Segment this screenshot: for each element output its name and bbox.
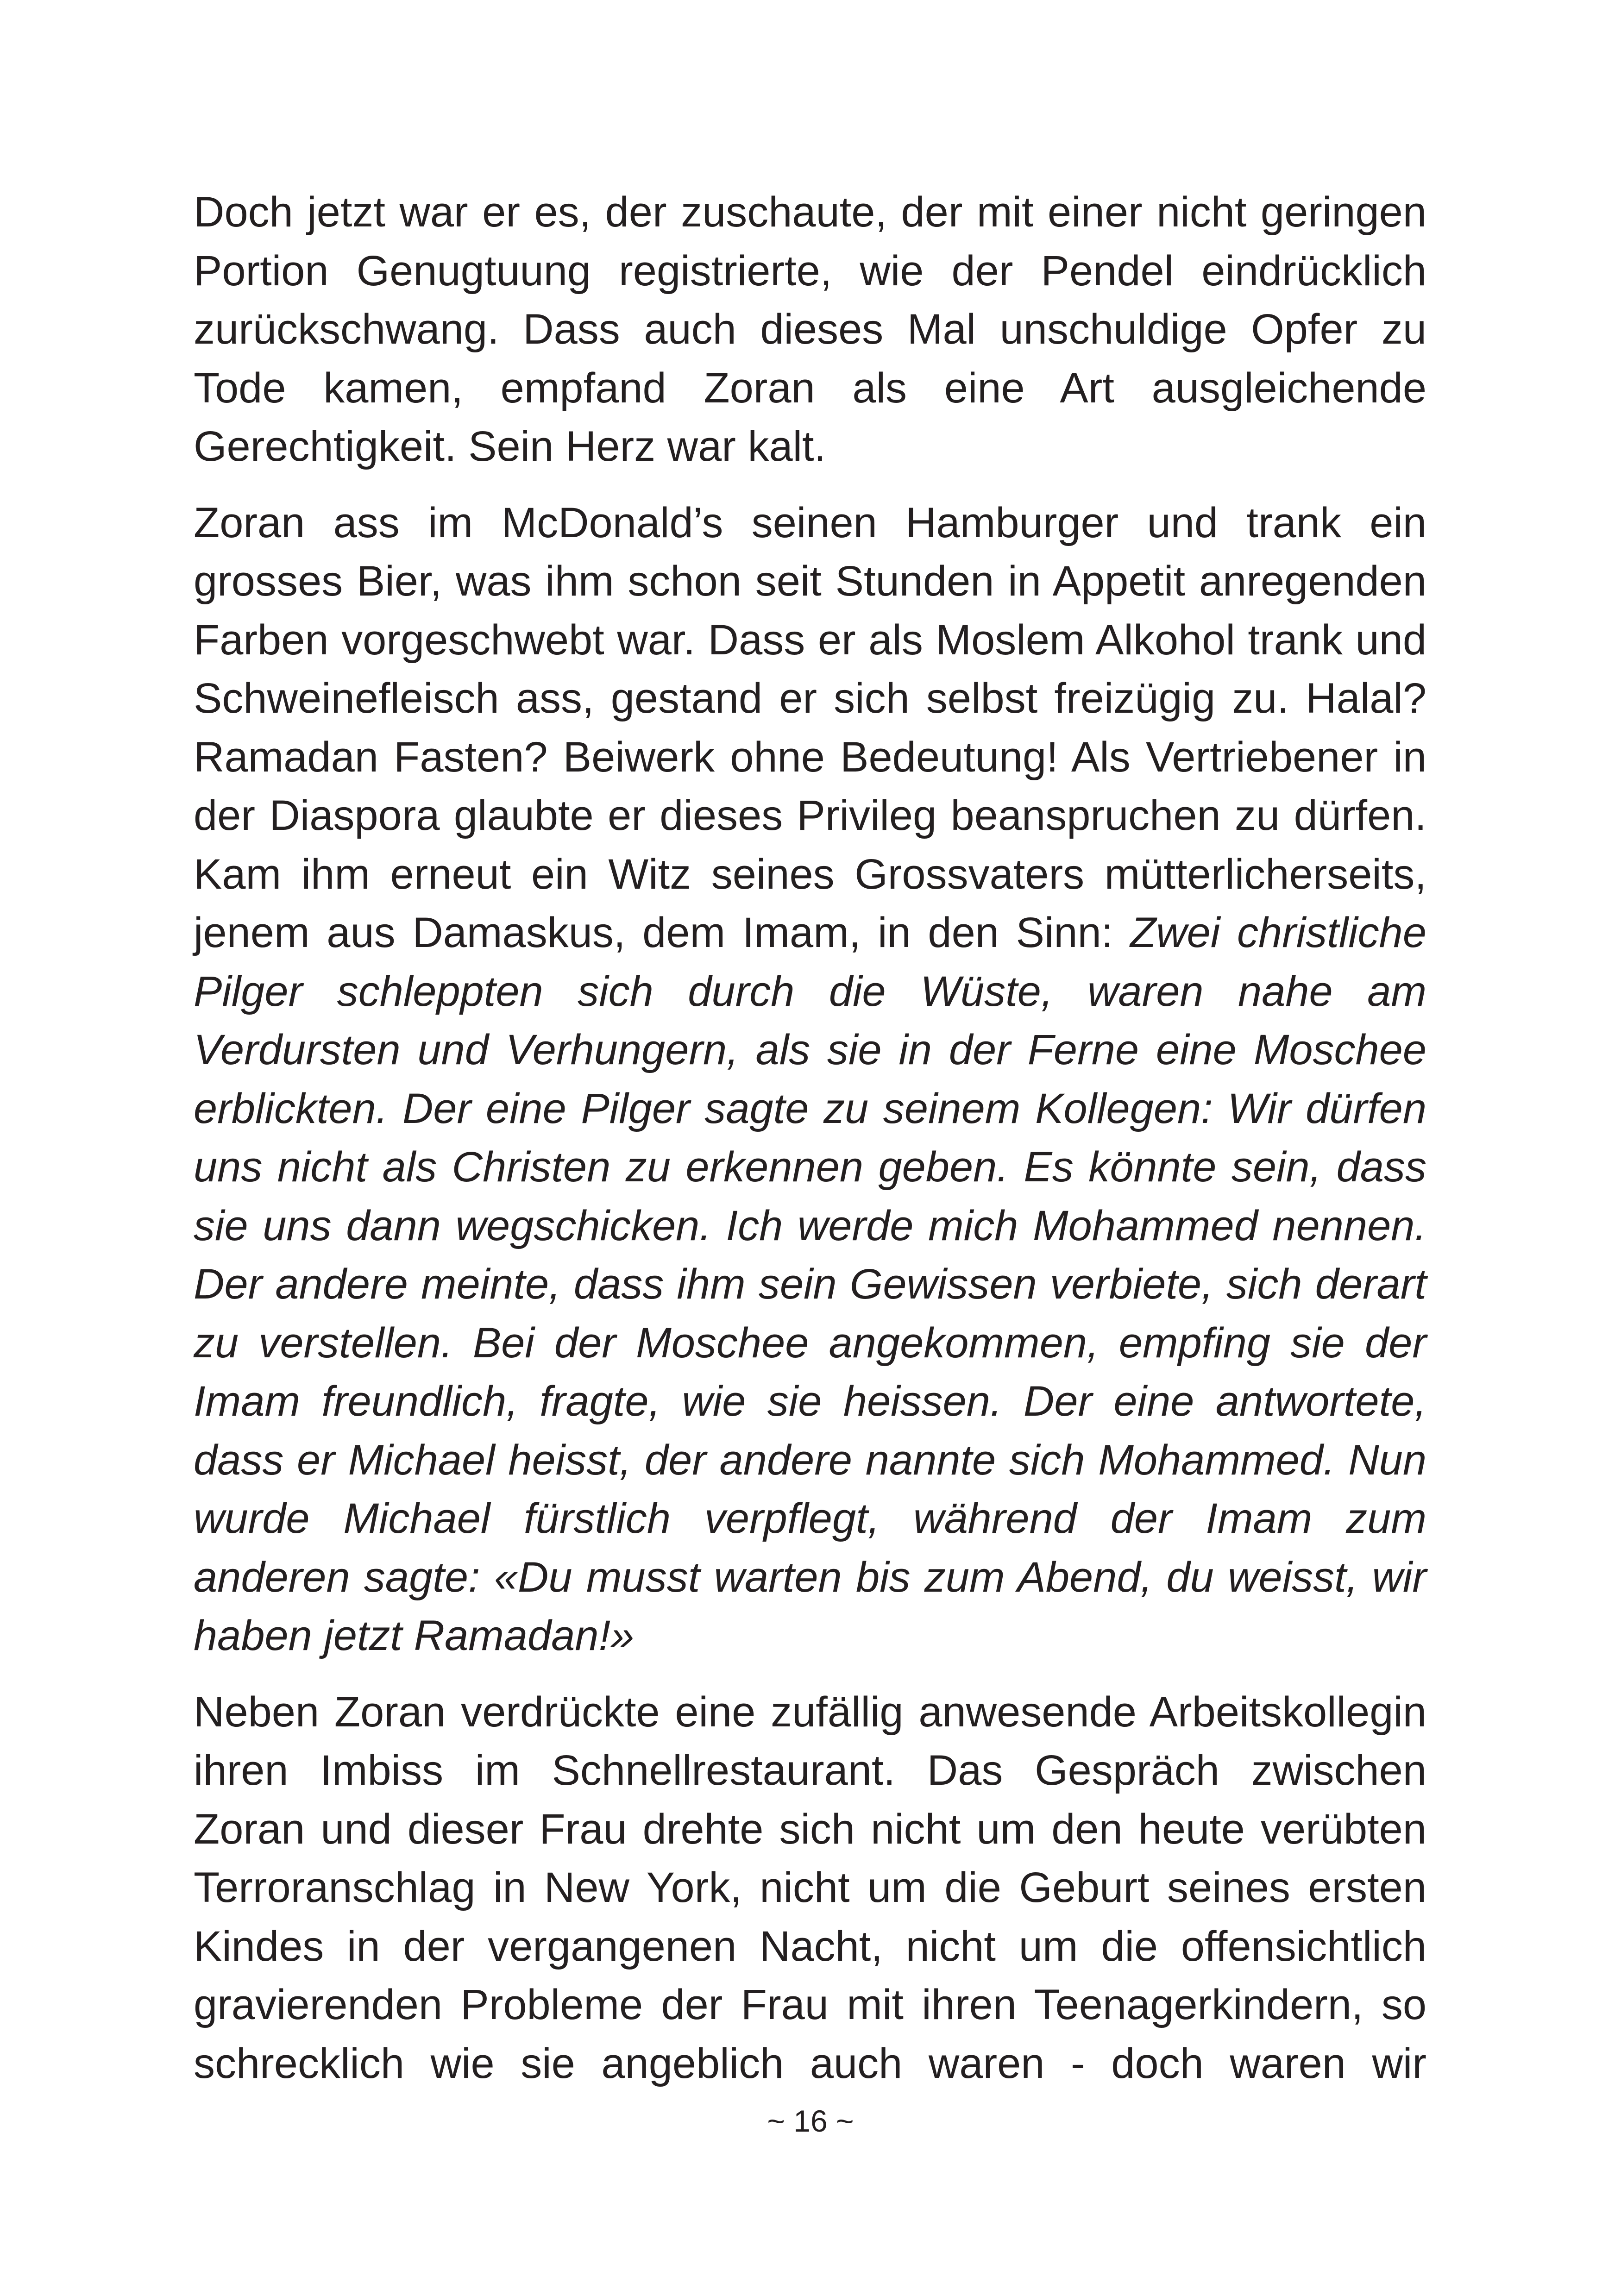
page-number: ~ 16 ~ xyxy=(767,2104,854,2138)
paragraph-2-joke-italic: Zwei christliche Pilger schleppten sich durch die Wüste, waren nahe am Verdursten und Verhungern, als sie in der Ferne eine Moschee erblickten. Der eine Pilger sagte zu seinem Kollegen: Wir dürfen uns nicht als Christen zu erkennen geben. Es könnte sein, dass sie uns dann wegschicken. Ich werde mich Mohammed nennen. Der andere meinte, dass ihm sein Gewissen verbiete, sich derart zu verstellen. Bei der Moschee angekommen, empfing sie der Imam freundlich, fragte, wie sie heissen. Der eine antwortete, dass er Michael heisst, der andere nannte sich Mohammed. Nun wurde Michael fürstlich verpflegt, während der Imam zum anderen sagte: «Du musst warten bis zum Abend, du weisst, wir haben jetzt Ramadan!» xyxy=(194,909,1426,1659)
paragraph-2 xyxy=(194,494,1426,1665)
paragraph-3 xyxy=(194,1683,1426,2093)
paragraph-2-text: Zoran ass im McDonald’s seinen Hamburger und trank ein grosses Bier, was ihm schon seit Stunden in Appetit anregenden Farben vorgeschwebt war. Dass er als Moslem Alkohol trank und Schweinefleisch ass, gestand er sich selbst freizügig zu. Halal? Ramadan Fasten? Beiwerk ohne Bedeutung! Als Vertriebener in der Diaspora glaubte er dieses Privileg beanspruchen zu dürfen. Kam ihm erneut ein Witz seines Grossvaters mütterlicherseits, jenem aus Damaskus, dem Imam, in den Sinn: xyxy=(194,499,1426,956)
body-text xyxy=(194,183,1426,2110)
paragraph-3-text: Neben Zoran verdrückte eine zufällig anwesende Arbeitskollegin ihren Imbiss im Schnellrestaurant. Das Gespräch zwischen Zoran und dieser Frau drehte sich nicht um den heute verübten Terroranschlag in New York, nicht um die Geburt seines ersten Kindes in der vergangenen Nacht, nicht um die offensichtlich gravierenden Probleme der Frau mit ihren Teenagerkindern, so schrecklich wie sie angeblich auch waren - doch waren wir xyxy=(194,1688,1426,2087)
paragraph-1-text: Doch jetzt war er es, der zuschaute, der mit einer nicht geringen Portion Genugtuung registrierte, wie der Pendel eindrücklich zurückschwang. Dass auch dieses Mal unschuldige Opfer zu Tode kamen, empfand Zoran als eine Art ausgleichende Gerechtigkeit. Sein Herz war kalt. xyxy=(194,188,1426,470)
paragraph-1 xyxy=(194,183,1426,476)
